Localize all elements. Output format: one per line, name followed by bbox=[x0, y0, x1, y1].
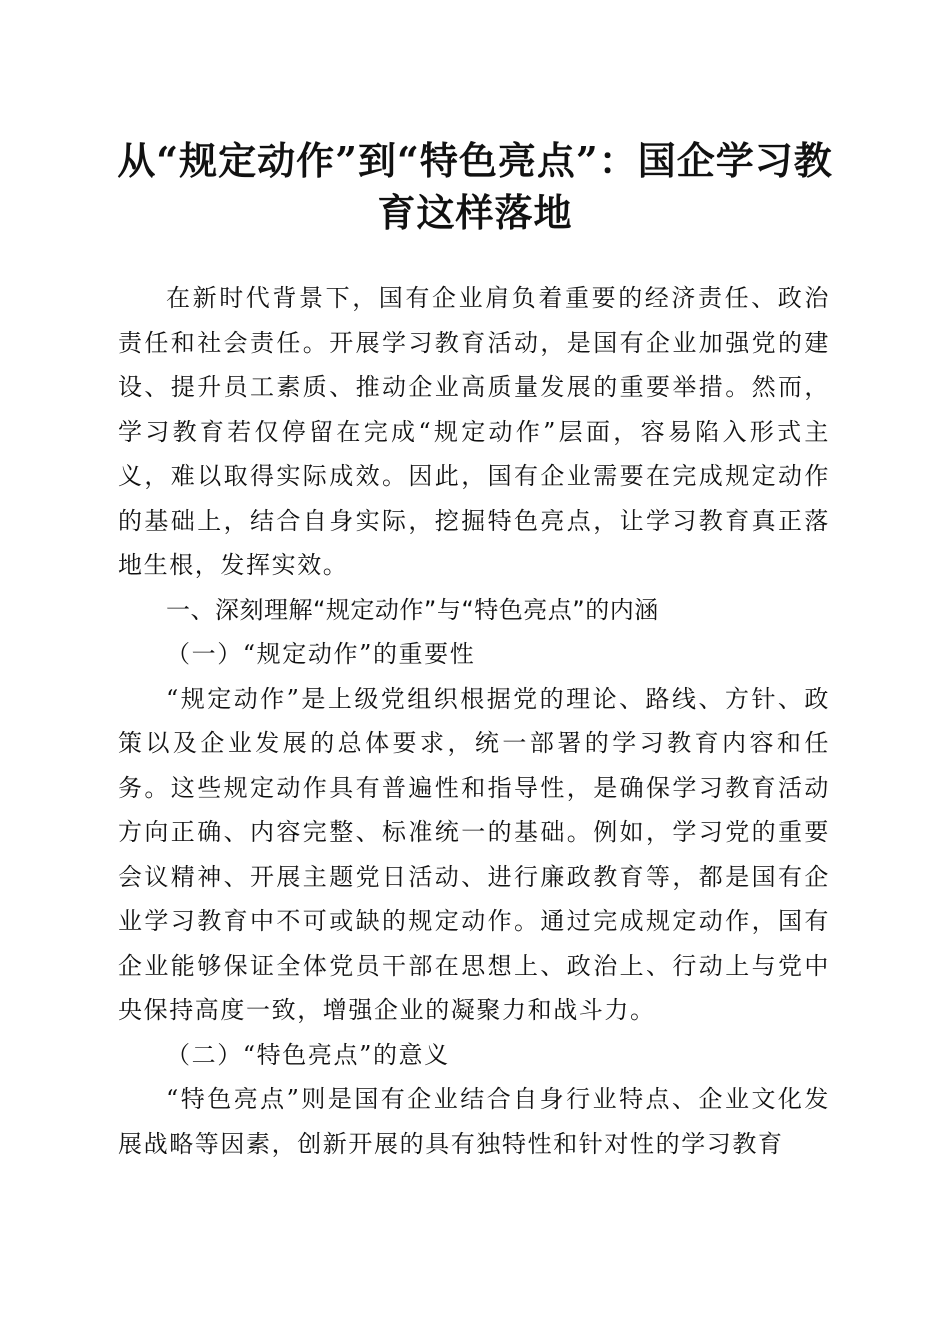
title-line-2: 育这样落地 bbox=[377, 190, 573, 235]
document-body bbox=[118, 276, 830, 1166]
subsection-2-paragraph: “特色亮点”则是国有企业结合自身行业特点、企业文化发展战略等因素，创新开展的具有独特性和针对性的学习教育 bbox=[118, 1085, 830, 1158]
title-line-1: 从“规定动作”到“特色亮点”：国企学习教 bbox=[117, 138, 833, 183]
subsection-heading-1: （一）“规定动作”的重要性 bbox=[166, 640, 476, 668]
subsection-1-paragraph: “规定动作”是上级党组织根据党的理论、路线、方针、政策以及企业发展的总体要求，统一部署的学习教育内容和任务。这些规定动作具有普遍性和指导性，是确保学习教育活动方向正确、内容完整、标准统一的基础。例如，学习党的重要会议精神、开展主题党日活动、进行廉政教育等，都是国有企业学习教育中不可或缺的规定动作。通过完成规定动作，国有企业能够保证全体党员干部在思想上、政治上、行动上与党中央保持高度一致，增强企业的凝聚力和战斗力。 bbox=[118, 684, 830, 1024]
intro-paragraph: 在新时代背景下，国有企业肩负着重要的经济责任、政治责任和社会责任。开展学习教育活动，是国有企业加强党的建设、提升员工素质、推动企业高质量发展的重要举措。然而，学习教育若仅停留在完成“规定动作”层面，容易陷入形式主义，难以取得实际成效。因此，国有企业需要在完成规定动作的基础上，结合自身实际，挖掘特色亮点，让学习教育真正落地生根，发挥实效。 bbox=[118, 284, 830, 579]
document-title bbox=[110, 135, 840, 239]
subsection-heading-2: （二）“特色亮点”的意义 bbox=[166, 1040, 450, 1069]
section-heading-1: 一、深刻理解“规定动作”与“特色亮点”的内涵 bbox=[166, 595, 659, 624]
